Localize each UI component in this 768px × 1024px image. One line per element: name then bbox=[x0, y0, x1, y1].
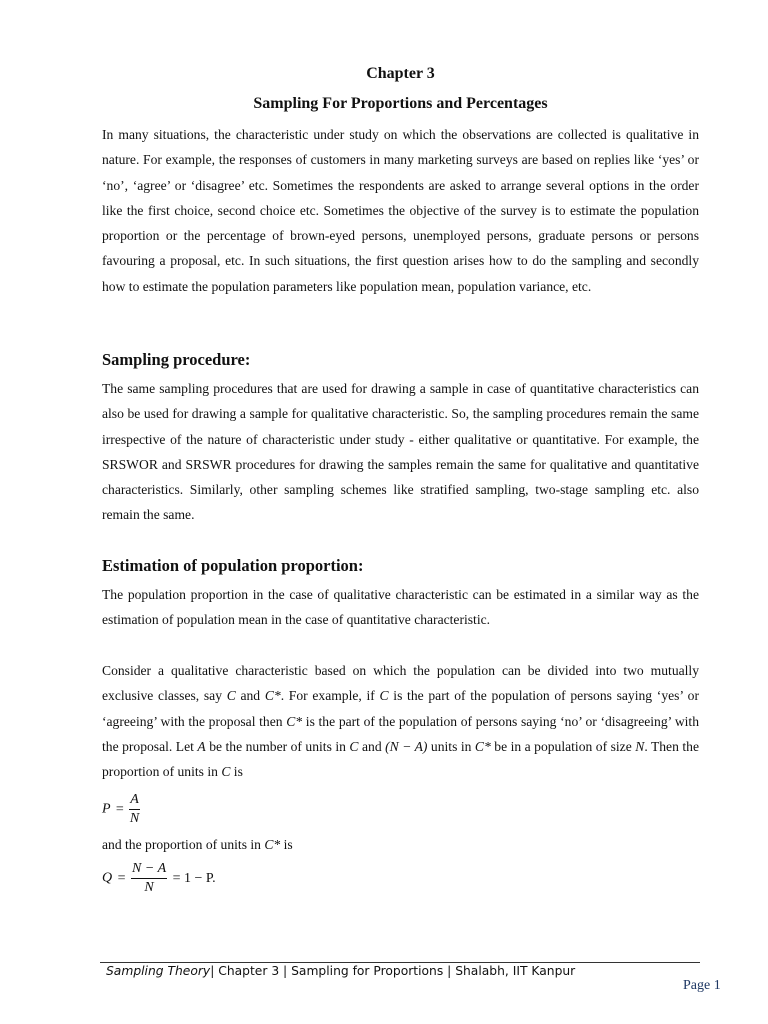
formula-q-rhs: = 1 − P. bbox=[172, 870, 216, 886]
classes-text-3: is the part of the population of persons saying ‘yes’ or ‘agreeing’ with the proposal then bbox=[102, 688, 699, 729]
formula-q-denominator: N bbox=[144, 880, 154, 895]
formula-p-eq: = bbox=[115, 801, 124, 817]
classes-text-1: Consider a qualitative characteristic based on which the population can be divided into two mutually exclusive classes, say bbox=[102, 663, 699, 704]
chapter-label: Chapter 3 bbox=[366, 65, 435, 82]
proportion-text-after: is bbox=[280, 837, 293, 852]
formula-p-numerator: A bbox=[129, 791, 140, 810]
formula-q-eq: = bbox=[117, 870, 126, 886]
page-number: Page 1 bbox=[683, 978, 721, 993]
classes-text-10: is bbox=[230, 764, 243, 780]
classes-text-4: is the part of the population of persons saying ‘no’ or ‘disagreeing’ with the proposal. Let bbox=[102, 713, 699, 754]
classes-text-9: . Then the proportion of units in bbox=[102, 738, 699, 780]
class-c-star: C* bbox=[474, 738, 491, 754]
section-heading-estimation: Estimation of population proportion: bbox=[102, 556, 364, 575]
page-title: Sampling For Proportions and Percentages bbox=[253, 95, 548, 112]
class-c: C bbox=[221, 764, 231, 780]
proportion-cstar-text bbox=[102, 832, 699, 857]
class-c-star: C* bbox=[264, 837, 281, 852]
class-c-star: C* bbox=[286, 713, 303, 729]
formula-q-lhs: Q bbox=[102, 870, 113, 886]
sampling-procedure-paragraph: The same sampling procedures that are used for drawing a sample in case of quantitative characteristics can also be used for drawing a sample for qualitative characteristic. So, the sampling procedures remain the same irrespective of the nature of characteristic under study - either qualitative or quantitative. For example, the SRSWOR and SRSWR procedures for drawing the samples remain the same for qualitative and quantitative characteristics. Similarly, other sampling schemes like stratified sampling, two-stage sampling etc. also remain the same. bbox=[102, 381, 699, 523]
intro-paragraph: In many situations, the characteristic under study on which the observations are collected is qualitative in nature. For example, the responses of customers in many marketing surveys are based on replies like ‘yes’ or ‘no’, ‘agree’ or ‘disagree’ etc. Sometimes the respondents are asked to arrange several options in the order like the first choice, second choice etc. Sometimes the objective of the survey is to estimate the population proportion or the percentage of brown-eyed persons, unemployed persons, graduate persons or persons favouring a proposal, etc. In such situations, the first question arises how to do the sampling and secondly how to estimate the population parameters like population mean, population variance, etc. bbox=[102, 127, 699, 294]
formula-p-lhs: P bbox=[102, 801, 111, 817]
classes-text-7: units in bbox=[427, 738, 475, 754]
classes-text-and: and bbox=[235, 688, 265, 704]
formula-q bbox=[102, 860, 218, 897]
formula-p-denominator: N bbox=[129, 811, 140, 826]
formula-p-fraction bbox=[129, 791, 140, 828]
expr-n-minus-a: (N − A) bbox=[385, 738, 428, 754]
formula-q-fraction bbox=[131, 860, 167, 897]
class-c: C bbox=[349, 738, 359, 754]
classes-text-8: be in a population of size bbox=[490, 738, 636, 754]
footer-details: | Chapter 3 | Sampling for Proportions | Shalabh, IIT Kanpur bbox=[210, 964, 576, 978]
footer-divider bbox=[100, 962, 700, 963]
formula-p bbox=[102, 791, 140, 828]
footer-book-title: Sampling Theory bbox=[106, 964, 211, 978]
class-c-star: C* bbox=[264, 688, 281, 704]
var-a: A bbox=[197, 738, 206, 754]
footer-text bbox=[106, 964, 575, 978]
proportion-text-before: and the proportion of units in bbox=[102, 837, 265, 852]
classes-text-2: . For example, if bbox=[280, 688, 380, 704]
formula-q-numerator: N − A bbox=[131, 860, 167, 879]
classes-text-5: be the number of units in bbox=[205, 738, 350, 754]
estimation-paragraph: The population proportion in the case of qualitative characteristic can be estimated in a similar way as the estimation of population mean in the case of quantitative characteristic. bbox=[102, 587, 699, 628]
section-heading-sampling-procedure: Sampling procedure: bbox=[102, 350, 251, 369]
class-c: C bbox=[226, 688, 236, 704]
var-n: N bbox=[635, 738, 645, 754]
classes-text-6: and bbox=[358, 738, 386, 754]
class-c: C bbox=[379, 688, 389, 704]
classes-paragraph bbox=[102, 658, 699, 784]
